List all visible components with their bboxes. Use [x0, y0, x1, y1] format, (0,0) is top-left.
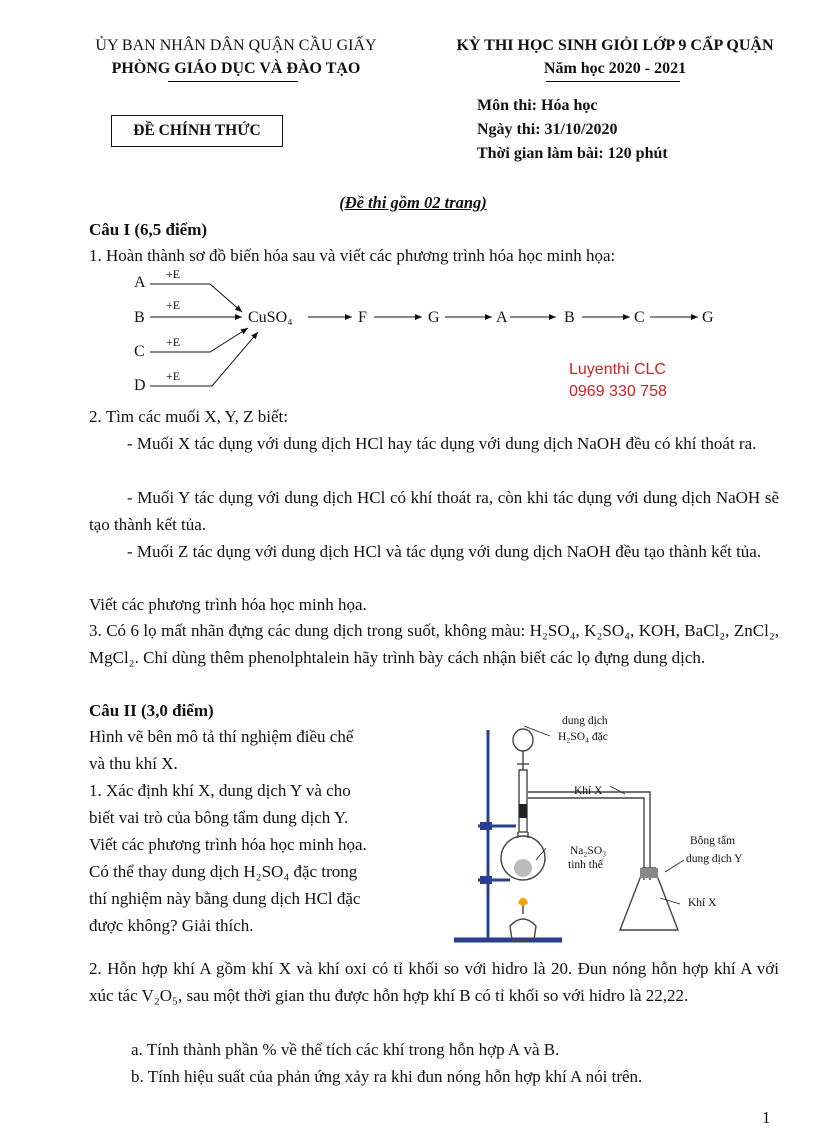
department-underline — [168, 81, 298, 82]
scheme-g-final: G — [702, 309, 714, 326]
scheme-arrow-label-a: +E — [166, 267, 181, 281]
scheme-arrow-label-d: +E — [166, 369, 181, 383]
question-2-part-2b: b. Tính hiệu suất của phản ứng xảy ra khi đun nóng hỗn hợp khí A nói trên. — [131, 1067, 643, 1086]
scheme-cuso4: CuSO₄ — [248, 309, 293, 326]
question-1-title: Câu I (6,5 điểm) — [89, 220, 208, 239]
label-solid-2: tinh thể — [568, 859, 603, 871]
authority-name: ỦY BAN NHÂN DÂN QUẬN CẦU GIẤY — [95, 37, 377, 54]
department-name: PHÒNG GIÁO DỤC VÀ ĐÀO TẠO — [111, 60, 361, 77]
salt-y-condition: - Muối Y tác dụng với dung dịch HCl có khí thoát ra, còn khi tác dụng với dung dịch NaOH sẽ tạo thành kết tủa. — [89, 488, 779, 534]
scheme-reactant-b: B — [134, 309, 145, 326]
question-1-part-2-title: 2. Tìm các muối X, Y, Z biết: — [89, 407, 288, 426]
pages-note: (Đề thi gồm 02 trang) — [339, 193, 487, 212]
exam-subject: Môn thi: Hóa học — [477, 97, 598, 114]
year-underline — [546, 81, 680, 82]
label-cotton-2: dung dịch Y — [686, 853, 743, 865]
question-1-part-2-end: Viết các phương trình hóa học minh họa. — [89, 595, 367, 614]
question-2-line-1: Hình vẽ bên mô tả thí nghiệm điều chế — [89, 727, 354, 746]
scheme-reactant-c: C — [134, 343, 145, 360]
scheme-c: C — [634, 309, 645, 326]
scheme-f: F — [358, 309, 367, 326]
scheme-g: G — [428, 309, 440, 326]
salt-x-condition: - Muối X tác dụng với dung dịch HCl hay tác dụng với dung dịch NaOH đều có khí thoát ra. — [127, 434, 757, 453]
page-number: 1 — [762, 1108, 771, 1127]
question-2-line-8: được không? Giải thích. — [89, 916, 254, 935]
scheme-arrow-label-c: +E — [166, 335, 181, 349]
label-gas-flask: Khí X — [688, 897, 717, 909]
question-2-line-2: và thu khí X. — [89, 754, 178, 773]
label-cotton-1: Bông tẩm — [690, 835, 736, 847]
school-year: Năm học 2020 - 2021 — [543, 60, 687, 77]
question-2-part-2: 2. Hỗn hợp khí A gồm khí X và khí oxi có tỉ khối so với hidro là 20. Đun nóng hỗn hợp khí A với xúc tác V₂O₅, sau một thời gian thu được hỗn hợp khí B có tỉ khối so với hidro là 22,22. — [89, 959, 779, 1005]
label-acid-1: dung dịch — [562, 715, 608, 727]
question-2-line-6: Có thể thay dung dịch H₂SO₄ đặc trong — [89, 862, 358, 881]
question-2-title: Câu II (3,0 điểm) — [89, 701, 214, 720]
question-2-line-3: 1. Xác định khí X, dung dịch Y và cho — [89, 781, 351, 800]
question-1-part-3: 3. Có 6 lọ mất nhãn đựng các dung dịch trong suốt, không màu: H₂SO₄, K₂SO₄, KOH, BaCl₂, ZnCl₂, MgCl₂. Chỉ dùng thêm phenolphtalein hãy trình bày cách nhận biết các lọ đựng dung dịch. — [89, 621, 779, 667]
scheme-a: A — [496, 309, 508, 326]
exam-date: Ngày thi: 31/10/2020 — [477, 121, 618, 138]
salt-z-condition: - Muối Z tác dụng với dung dịch HCl và tác dụng với dung dịch NaOH đều tạo thành kết tủa. — [127, 542, 762, 561]
official-exam-box: ĐỀ CHÍNH THỨC — [111, 115, 283, 147]
exam-duration: Thời gian làm bài: 120 phút — [477, 145, 668, 162]
watermark-name: Luyenthi CLC — [569, 361, 666, 378]
scheme-reactant-a: A — [134, 274, 146, 291]
scheme-reactant-d: D — [134, 377, 146, 394]
label-gas-tube: Khí X — [574, 785, 603, 797]
exam-title: KỲ THI HỌC SINH GIỎI LỚP 9 CẤP QUẬN — [456, 37, 774, 54]
question-2-line-4: biết vai trò của bông tẩm dung dịch Y. — [89, 808, 349, 827]
experiment-apparatus — [450, 708, 780, 948]
label-acid-2: H₂SO₄ đặc — [558, 731, 608, 743]
scheme-b: B — [564, 309, 575, 326]
question-2-part-2a: a. Tính thành phần % về thể tích các khí trong hỗn hợp A và B. — [131, 1040, 560, 1059]
scheme-arrow-label-b: +E — [166, 298, 181, 312]
question-2-line-7: thí nghiệm này bằng dung dịch HCl đặc — [89, 889, 361, 908]
question-1-part-1: 1. Hoàn thành sơ đồ biến hóa sau và viết các phương trình hóa học minh họa: — [89, 246, 616, 265]
watermark-phone: 0969 330 758 — [569, 383, 667, 400]
label-solid-1: Na₂SO₃ — [570, 845, 607, 857]
question-2-line-5: Viết các phương trình hóa học minh họa. — [89, 835, 367, 854]
